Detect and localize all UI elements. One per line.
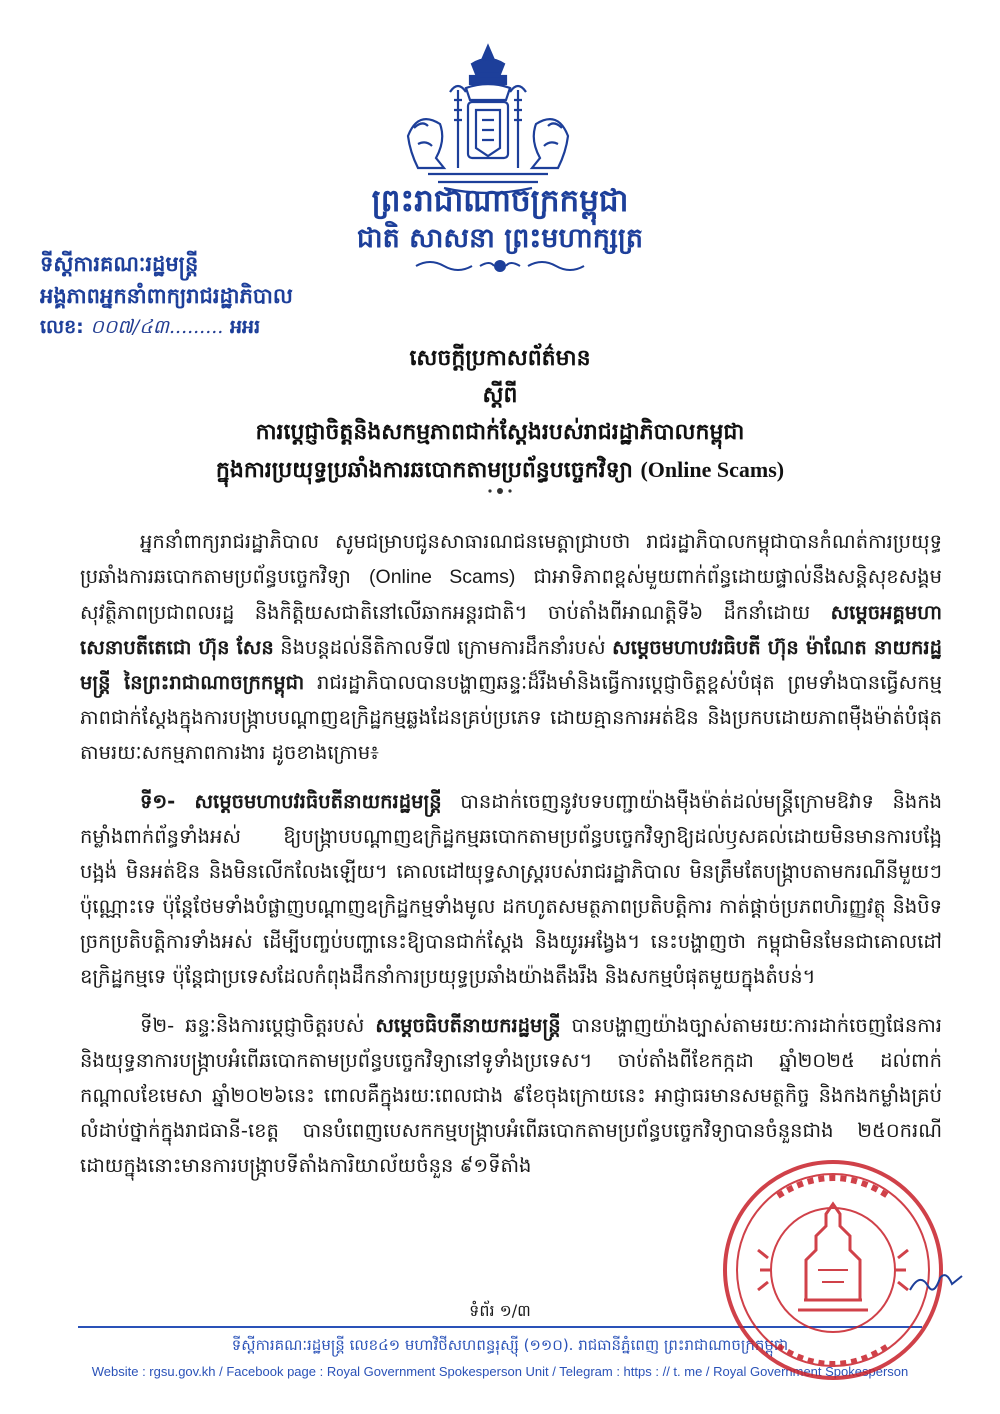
national-motto: ជាតិ សាសនា ព្រះមហាក្សត្រ (356, 223, 644, 254)
title-line-4-english: (Online Scams) (640, 457, 785, 482)
title-line-3: ការប្តេជ្ញាចិត្តនិងសកម្មភាពជាក់ស្តែងរបស់រាជរដ្ឋាភិបាលកម្ពុជា (255, 420, 745, 445)
paragraph-intro: អ្នកនាំពាក្យរាជរដ្ឋាភិបាល សូមជម្រាបជូនសាធារណជនមេត្តាជ្រាបថា រាជរដ្ឋាភិបាលកម្ពុជាបានកំណត់ការប្រយុទ្ធប្រឆាំងការឆបោកតាមប្រព័ន្ធបច្ចេកវិទ្យា (Online Scams) ជាអាទិភាពខ្ពស់មួយពាក់ព័ន្ធដោយផ្ទាល់នឹងសន្តិសុខសង្គម សុវត្ថិភាពប្រជាពលរដ្ឋ និងកិត្តិយសជាតិនៅលើឆាកអន្តរជាតិ។ ចាប់តាំងពីអាណត្តិទី៦ ដឹកនាំដោយ សម្តេចអគ្គមហាសេនាបតីតេជោ ហ៊ុន សែន និងបន្តដល់នីតិកាលទី៧ ក្រោមការដឹកនាំរបស់ សម្តេចមហាបវរធិបតី ហ៊ុន ម៉ាណែត នាយករដ្ឋមន្ត្រី នៃព្រះរាជាណាចក្រកម្ពុជា រាជរដ្ឋាភិបាលបានបង្ហាញឆន្ទៈដ៏រឹងមាំនិងធ្វើការប្តេជ្ញាចិត្តខ្ពស់បំផុត ព្រមទាំងបានធ្វើសកម្មភាពជាក់ស្តែងក្នុងការបង្ក្រាបបណ្តាញឧក្រិដ្ឋកម្មឆ្លងដែនគ្រប់ប្រភេទ ដោយគ្មានការអត់ឱន និងប្រកបដោយភាពម៉ឺងម៉ាត់បំផុតតាមរយៈសកម្មភាពការងារ ដូចខាងក្រោម៖ (80, 530, 942, 764)
reference-label: លេខ: (40, 316, 84, 338)
signature-mark-icon (906, 1268, 966, 1298)
office-line-2: អង្គភាពអ្នកនាំពាក្យរាជរដ្ឋាភិបាល (40, 284, 293, 308)
issuing-office (40, 248, 293, 312)
reference-number-handwritten: ០០៧/៤៣......... (90, 316, 224, 338)
title-ornament-icon (482, 484, 518, 498)
title-line-4-khmer: ក្នុងការប្រយុទ្ធប្រឆាំងការឆបោកតាមប្រព័ន្ធបច្ចេកវិទ្យា (215, 458, 633, 483)
title-line-2: ស្តីពី (482, 383, 518, 408)
document-title-block (60, 340, 940, 489)
footer-address: ទីស្តីការគណៈរដ្ឋមន្ត្រី លេខ៤១ មហាវិថីសហពន្ធរុស្ស៊ី (១១០). រាជធានីភ្នំពេញ ព្រះរាជាណាចក្រកម្ពុជា (231, 1336, 789, 1354)
royal-coat-of-arms-icon (388, 40, 588, 200)
office-line-1: ទីស្តីការគណៈរដ្ឋមន្ត្រី (40, 252, 199, 276)
reference-suffix: អអរ (229, 316, 261, 338)
paragraph-point-1: ទី១- សម្តេចមហាបវរធិបតីនាយករដ្ឋមន្ត្រី បានដាក់ចេញនូវបទបញ្ជាយ៉ាងម៉ឺងម៉ាត់ដល់មន្ត្រីក្រោមឱវាទ និងកងកម្លាំងពាក់ព័ន្ធទាំងអស់ ឱ្យបង្ក្រាបបណ្តាញឧក្រិដ្ឋកម្មឆបោកតាមប្រព័ន្ធបច្ចេកវិទ្យាឱ្យដល់ឫសគល់ដោយមិនមានការបង្អែបង្អង់ មិនអត់ឱន និងមិនលើកលែងឡើយ។ គោលដៅយុទ្ធសាស្ត្ររបស់រាជរដ្ឋាភិបាល មិនត្រឹមតែបង្ក្រាបតាមករណីនីមួយៗប៉ុណ្ណោះទេ ប៉ុន្តែថែមទាំងបំផ្លាញបណ្តាញឧក្រិដ្ឋកម្មទាំងមូល ដកហូតសមត្ថភាពប្រតិបត្តិការ កាត់ផ្តាច់ប្រភពហិរញ្ញវត្ថុ និងបិទច្រកប្រតិបត្តិការទាំងអស់ ដើម្បីបញ្ចប់បញ្ហានេះឱ្យបានជាក់ស្តែង និងយូរអង្វែង។ នេះបង្ហាញថា កម្ពុជាមិនមែនជាគោលដៅឧក្រិដ្ឋកម្មទេ ប៉ុន្តែជាប្រទេសដែលកំពុងដឹកនាំការប្រយុទ្ធប្រឆាំងយ៉ាងតឹងរឹង និងសកម្មបំផុតមួយក្នុងតំបន់។ (80, 790, 942, 988)
decorative-divider-icon (410, 256, 590, 276)
point-1-lead: ទី១- សម្តេចមហាបវរធិបតីនាយករដ្ឋមន្ត្រី (140, 790, 442, 813)
page-number: ទំព័រ ១/៣ (469, 1301, 531, 1320)
footer-contacts: Website : rgsu.gov.kh / Facebook page : Royal Government Spokesperson Unit / Telegram : https : // t. me / Royal Government Spokesperson (91, 1364, 909, 1379)
title-line-1: សេចក្តីប្រកាសព័ត៌មាន (409, 346, 591, 371)
reference-number (40, 312, 260, 342)
kingdom-name: ព្រះរាជាណាចក្រកម្ពុជា (371, 183, 629, 219)
point-2-bold: សម្តេចធិបតីនាយករដ្ឋមន្ត្រី (375, 1014, 561, 1037)
name-hun-manet: សម្តេចមហាបវរធិបតី ហ៊ុន ម៉ាណែត នាយករដ្ឋមន្ត្រី នៃព្រះរាជាណាចក្រកម្ពុជា (80, 636, 942, 694)
document-body (80, 524, 942, 1197)
name-hun-sen: សម្តេចអគ្គមហាសេនាបតីតេជោ ហ៊ុន សែន (80, 601, 942, 659)
paragraph-point-2: ទី២- ឆន្ទៈនិងការប្តេជ្ញាចិត្តរបស់ សម្តេចធិបតីនាយករដ្ឋមន្ត្រី បានបង្ហាញយ៉ាងច្បាស់តាមរយៈការដាក់ចេញផែនការ និងយុទ្ធនាការបង្ក្រាបអំពើឆបោកតាមប្រព័ន្ធបច្ចេកវិទ្យានៅទូទាំងប្រទេស។ ចាប់តាំងពីខែកក្កដា ឆ្នាំ២០២៥ ដល់ពាក់កណ្តាលខែមេសា ឆ្នាំ២០២៦នេះ ពោលគឺក្នុងរយៈពេលជាង ៩ខែចុងក្រោយនេះ អាជ្ញាធរមានសមត្ថកិច្ច និងកងកម្លាំងគ្រប់លំដាប់ថ្នាក់ក្នុងរាជធានី-ខេត្ត បានបំពេញបេសកកម្មបង្ក្រាបអំពើឆបោកតាមប្រព័ន្ធបច្ចេកវិទ្យាបានចំនួនជាង ២៥០ករណី ដោយក្នុងនោះមានការបង្ក្រាបទីតាំងការិយាល័យចំនួន ៩១ទីតាំង (80, 1014, 942, 1177)
